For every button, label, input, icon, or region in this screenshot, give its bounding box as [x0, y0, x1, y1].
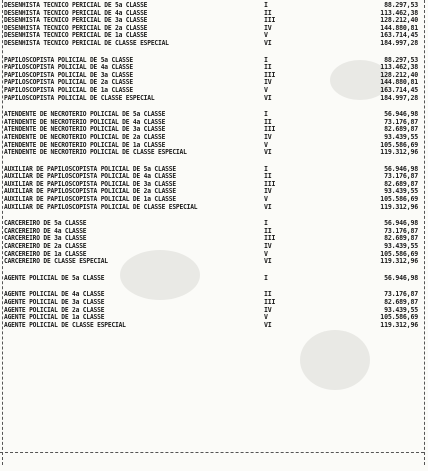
role-label: AUXILIAR DE PAPILOSCOPISTA POLICIAL DE 3a CLASSE	[4, 179, 176, 188]
level-reference: I	[264, 110, 268, 119]
level-reference: V	[264, 85, 268, 94]
salary-value: 82.689,87	[384, 125, 418, 134]
role-label: AUXILIAR DE PAPILOSCOPISTA POLICIAL DE 1a CLASSE	[4, 195, 176, 204]
level-reference: VI	[264, 320, 272, 329]
salary-value: 56.946,98	[384, 164, 418, 173]
level-reference: IV	[264, 242, 272, 251]
left-border-line	[2, 0, 3, 465]
table-row	[4, 149, 424, 157]
salary-value: 82.689,87	[384, 234, 418, 243]
role-label: PAPILOSCOPISTA POLICIAL DE 3a CLASSE	[4, 70, 133, 79]
level-reference: V	[264, 195, 268, 204]
salary-value: 93.439,55	[384, 242, 418, 251]
table-row	[4, 204, 424, 212]
role-label: PAPILOSCOPISTA POLICIAL DE 5a CLASSE	[4, 55, 133, 64]
salary-value: 56.946,98	[384, 219, 418, 228]
level-reference: III	[264, 234, 276, 243]
level-reference: II	[264, 8, 272, 17]
level-reference: II	[264, 226, 272, 235]
level-reference: VI	[264, 38, 272, 47]
role-label: CARCEREIRO DE 2a CLASSE	[4, 242, 87, 251]
level-reference: IV	[264, 23, 272, 32]
level-reference: VI	[264, 93, 272, 102]
salary-value: 73.176,87	[384, 172, 418, 181]
bottom-border-line	[0, 452, 424, 453]
role-label: PAPILOSCOPISTA POLICIAL DE 1a CLASSE	[4, 85, 133, 94]
table-row	[4, 275, 424, 283]
role-label: AGENTE POLICIAL DE 2a CLASSE	[4, 305, 105, 314]
salary-value: 184.997,28	[380, 93, 418, 102]
salary-value: 56.946,98	[384, 110, 418, 119]
level-reference: V	[264, 140, 268, 149]
salary-group	[4, 166, 424, 212]
level-reference: I	[264, 1, 268, 9]
salary-value: 88.297,53	[384, 55, 418, 64]
salary-value: 73.176,87	[384, 226, 418, 235]
role-label: AUXILIAR DE PAPILOSCOPISTA POLICIAL DE 5a CLASSE	[4, 164, 176, 173]
salary-value: 82.689,87	[384, 179, 418, 188]
role-label: CARCEREIRO DE 5a CLASSE	[4, 219, 87, 228]
level-reference: II	[264, 172, 272, 181]
role-label: CARCEREIRO DE 4a CLASSE	[4, 226, 87, 235]
right-border-line	[424, 0, 425, 465]
role-label: DESENHISTA TECNICO PERICIAL DE CLASSE ESPECIAL	[4, 38, 169, 47]
role-label: AGENTE POLICIAL DE CLASSE ESPECIAL	[4, 320, 126, 329]
salary-value: 73.176,87	[384, 117, 418, 126]
salary-value: 93.439,55	[384, 187, 418, 196]
salary-value: 105.586,69	[380, 140, 418, 149]
role-label: AGENTE POLICIAL DE 1a CLASSE	[4, 313, 105, 322]
salary-value: 119.312,96	[380, 202, 418, 211]
level-reference: IV	[264, 78, 272, 87]
level-reference: I	[264, 273, 268, 282]
role-label: ATENDENTE DE NECROTERIO POLICIAL DE 3a CLASSE	[4, 125, 166, 134]
salary-value: 119.312,96	[380, 257, 418, 266]
role-label: ATENDENTE DE NECROTERIO POLICIAL DE 4a CLASSE	[4, 117, 166, 126]
salary-value: 119.312,96	[380, 320, 418, 329]
salary-value: 184.997,28	[380, 38, 418, 47]
salary-value: 113.462,38	[380, 63, 418, 72]
role-label: DESENHISTA TECNICO PERICIAL DE 4a CLASSE	[4, 8, 148, 17]
role-label: PAPILOSCOPISTA POLICIAL DE 4a CLASSE	[4, 63, 133, 72]
role-label: DESENHISTA TECNICO PERICIAL DE 2a CLASSE	[4, 23, 148, 32]
salary-value: 105.586,69	[380, 313, 418, 322]
salary-group	[4, 57, 424, 103]
table-row	[4, 40, 424, 48]
level-reference: V	[264, 313, 268, 322]
level-reference: IV	[264, 305, 272, 314]
role-label: DESENHISTA TECNICO PERICIAL DE 1a CLASSE	[4, 31, 148, 40]
table-row	[4, 95, 424, 103]
salary-group	[4, 291, 424, 329]
table-row	[4, 258, 424, 266]
level-reference: III	[264, 179, 276, 188]
role-label: ATENDENTE DE NECROTERIO POLICIAL DE CLASSE ESPECIAL	[4, 148, 187, 157]
salary-value: 56.946,98	[384, 273, 418, 282]
role-label: CARCEREIRO DE 3a CLASSE	[4, 234, 87, 243]
role-label: AGENTE POLICIAL DE 4a CLASSE	[4, 290, 105, 299]
level-reference: IV	[264, 132, 272, 141]
role-label: CARCEREIRO DE CLASSE ESPECIAL	[4, 257, 108, 266]
level-reference: VI	[264, 202, 272, 211]
role-label: AUXILIAR DE PAPILOSCOPISTA POLICIAL DE 4a CLASSE	[4, 172, 176, 181]
role-label: AGENTE POLICIAL DE 5a CLASSE	[4, 273, 105, 282]
salary-value: 105.586,69	[380, 249, 418, 258]
level-reference: III	[264, 125, 276, 134]
role-label: ATENDENTE DE NECROTERIO POLICIAL DE 5a CLASSE	[4, 110, 166, 119]
role-label: ATENDENTE DE NECROTERIO POLICIAL DE 1a CLASSE	[4, 140, 166, 149]
level-reference: VI	[264, 148, 272, 157]
salary-value: 144.880,81	[380, 23, 418, 32]
salary-value: 119.312,96	[380, 148, 418, 157]
salary-value: 128.212,40	[380, 70, 418, 79]
role-label: CARCEREIRO DE 1a CLASSE	[4, 249, 87, 258]
salary-group	[4, 2, 424, 48]
salary-table	[4, 2, 424, 338]
salary-group	[4, 275, 424, 283]
role-label: AUXILIAR DE PAPILOSCOPISTA POLICIAL DE 2a CLASSE	[4, 187, 176, 196]
salary-value: 105.586,69	[380, 195, 418, 204]
scan-noise	[300, 330, 370, 390]
salary-value: 88.297,53	[384, 1, 418, 9]
level-reference: III	[264, 298, 276, 306]
role-label: PAPILOSCOPISTA POLICIAL DE CLASSE ESPECIAL	[4, 93, 155, 102]
level-reference: I	[264, 164, 268, 173]
salary-value: 128.212,40	[380, 16, 418, 25]
level-reference: I	[264, 55, 268, 64]
salary-value: 82.689,87	[384, 298, 418, 306]
role-label: AGENTE POLICIAL DE 3a CLASSE	[4, 298, 105, 306]
salary-value: 113.462,38	[380, 8, 418, 17]
level-reference: V	[264, 249, 268, 258]
level-reference: III	[264, 70, 276, 79]
salary-value: 163.714,45	[380, 85, 418, 94]
level-reference: II	[264, 290, 272, 299]
role-label: PAPILOSCOPISTA POLICIAL DE 2a CLASSE	[4, 78, 133, 87]
level-reference: I	[264, 219, 268, 228]
salary-group	[4, 220, 424, 266]
role-label: ATENDENTE DE NECROTERIO POLICIAL DE 2a CLASSE	[4, 132, 166, 141]
salary-value: 93.439,55	[384, 132, 418, 141]
salary-value: 93.439,55	[384, 305, 418, 314]
role-label: DESENHISTA TECNICO PERICIAL DE 3a CLASSE	[4, 16, 148, 25]
level-reference: VI	[264, 257, 272, 266]
level-reference: IV	[264, 187, 272, 196]
role-label: AUXILIAR DE PAPILOSCOPISTA POLICIAL DE CLASSE ESPECIAL	[4, 202, 198, 211]
salary-value: 73.176,87	[384, 290, 418, 299]
table-row	[4, 322, 424, 330]
salary-group	[4, 111, 424, 157]
salary-value: 163.714,45	[380, 31, 418, 40]
level-reference: III	[264, 16, 276, 25]
salary-value: 144.880,81	[380, 78, 418, 87]
level-reference: V	[264, 31, 268, 40]
role-label: DESENHISTA TECNICO PERICIAL DE 5a CLASSE	[4, 1, 148, 9]
level-reference: II	[264, 117, 272, 126]
level-reference: II	[264, 63, 272, 72]
